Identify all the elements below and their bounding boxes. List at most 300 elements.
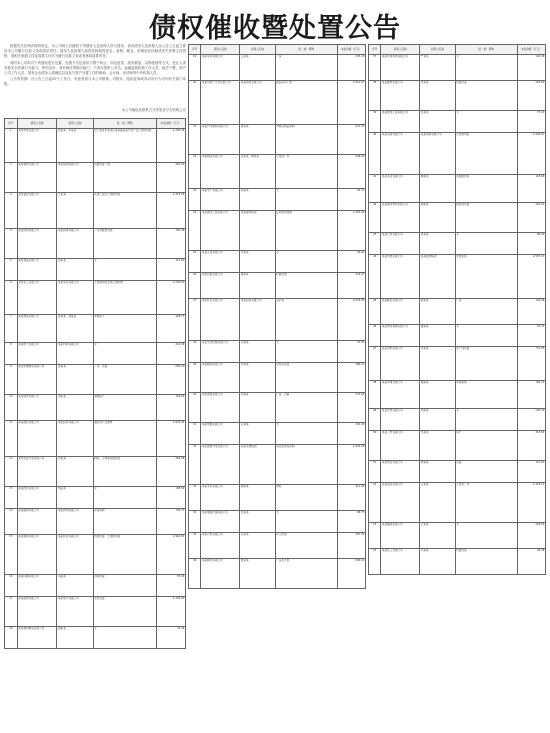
cell-debtor: 某某印刷有限公司 — [17, 575, 57, 597]
cell-debtor: 某某机械制造有限公司 — [17, 365, 57, 395]
cell-collateral: 机器设备一批 — [93, 163, 156, 193]
cell-debtor: 某某酿酒有限公司 — [381, 523, 420, 549]
table-row — [369, 55, 546, 81]
cell-collateral: 仓库及存货 — [275, 363, 337, 393]
cell-index: 3 — [5, 193, 18, 229]
cell-collateral: 机器设备 — [275, 273, 337, 299]
column-header: 本金余额（万元） — [337, 45, 365, 55]
cell-guarantor: 尤某某 — [240, 341, 275, 363]
table-row — [5, 315, 186, 343]
table-row — [189, 251, 366, 273]
cell-collateral: 机器设备 — [455, 81, 517, 111]
cell-debtor: 某某冶金有限公司 — [381, 133, 420, 175]
cell-debtor: 某某水产有限公司 — [201, 189, 240, 211]
cell-collateral: 发电机组 — [455, 255, 517, 299]
cell-debtor: 某某房地产开发有限公司 — [201, 81, 240, 125]
cell-guarantor: 赵某某 — [57, 259, 93, 281]
cell-collateral: 无 — [93, 487, 156, 509]
cell-guarantor: 施某某 — [240, 485, 275, 511]
cell-debtor: 某某日化有限公司 — [381, 233, 420, 255]
cell-collateral: 厂房及配套设施 — [93, 229, 156, 259]
cell-debtor: 某某商贸有限公司 — [17, 395, 57, 421]
cell-debtor: 某某陶瓷有限公司 — [201, 155, 240, 189]
table-row — [369, 381, 546, 409]
cell-guarantor: 谢某某 — [420, 325, 455, 347]
cell-principal: 307.52 — [337, 533, 365, 559]
debt-table — [188, 44, 366, 589]
table-row — [369, 431, 546, 461]
cell-collateral: 厂房 — [455, 299, 517, 325]
cell-guarantor: 杨某某 — [240, 189, 275, 211]
cell-debtor: 某某建材有限公司 — [17, 163, 57, 193]
cell-principal: 198.50 — [157, 487, 186, 509]
cell-collateral: 印刷设备 — [93, 575, 156, 597]
cell-guarantor: 喻某某 — [420, 381, 455, 409]
cell-collateral: 无 — [275, 341, 337, 363]
cell-guarantor: 某某纺织有限公司 — [57, 509, 93, 535]
cell-collateral: 位于某某市某某区某某路某某号房产及土地使用权 — [93, 129, 156, 163]
table-row — [189, 55, 366, 81]
cell-principal: 648.90 — [337, 155, 365, 189]
cell-collateral: 无 — [455, 409, 517, 431]
cell-debtor: 某某塑料制品有限公司 — [17, 627, 57, 649]
cell-debtor: 某某服饰有限公司 — [17, 509, 57, 535]
table-row — [189, 155, 366, 189]
cell-collateral: 酒店房产及装修 — [93, 421, 156, 457]
cell-index: 48 — [369, 381, 381, 409]
cell-guarantor: 邹某某 — [420, 347, 455, 381]
column-header: 序号 — [369, 45, 381, 55]
cell-guarantor: 某某能源集团 — [420, 255, 455, 299]
cell-principal: 265.80 — [517, 81, 545, 111]
table-row — [5, 535, 186, 575]
cell-index: 22 — [189, 155, 201, 189]
cell-index: 1 — [5, 129, 18, 163]
column-1 — [4, 44, 186, 649]
table-row — [369, 255, 546, 299]
cell-index: 38 — [369, 81, 381, 111]
cell-debtor: 某某玻璃有限公司 — [201, 393, 240, 423]
cell-debtor: 某某纸业有限公司 — [381, 461, 420, 483]
cell-collateral: 无 — [455, 55, 517, 81]
cell-guarantor: 章某某 — [420, 483, 455, 523]
cell-debtor: 某某建筑材料有限公司 — [381, 203, 420, 233]
cell-principal: 987.20 — [157, 163, 186, 193]
cell-guarantor: 某某文旅集团 — [240, 445, 275, 485]
cell-principal: 209.55 — [517, 523, 545, 549]
cell-index: 23 — [189, 189, 201, 211]
cell-guarantor: 孙某某 — [57, 365, 93, 395]
cell-collateral: 林权 — [275, 485, 337, 511]
debt-table — [4, 118, 186, 649]
cell-index: 45 — [369, 299, 381, 325]
cell-debtor: 某某制药有限公司 — [201, 559, 240, 589]
table-row — [189, 423, 366, 445]
cell-collateral: 土地及厂房 — [455, 483, 517, 523]
cell-index: 51 — [369, 461, 381, 483]
cell-guarantor: 蒋某某 — [240, 125, 275, 155]
cell-principal: 94.38 — [517, 549, 545, 575]
cell-index: 20 — [189, 81, 201, 125]
cell-principal: 356.92 — [157, 395, 186, 421]
cell-guarantor: 褚某某 — [57, 627, 93, 649]
table-row — [369, 409, 546, 431]
cell-index: 12 — [5, 457, 18, 487]
cell-index: 4 — [5, 229, 18, 259]
cell-guarantor: 沈某某、韩某某 — [240, 155, 275, 189]
cell-index: 25 — [189, 251, 201, 273]
cell-collateral: 土地使用权及地上建筑物 — [93, 281, 156, 315]
column-header: 担保人名称 — [240, 45, 275, 55]
cell-principal: 264.08 — [157, 457, 186, 487]
cell-guarantor: 朱某某 — [240, 251, 275, 273]
cell-principal: 1,287.44 — [337, 211, 365, 251]
table-row — [369, 133, 546, 175]
cell-guarantor: 陈某某、刘某某 — [57, 315, 93, 343]
cell-index: 34 — [189, 511, 201, 533]
cell-debtor: 某某环保科技有限公司 — [381, 55, 420, 81]
cell-collateral: 无 — [455, 523, 517, 549]
cell-principal: 402.31 — [517, 203, 545, 233]
cell-debtor: 某某工贸有限公司 — [381, 431, 420, 461]
cell-guarantor: 某某钢铁有限公司 — [420, 133, 455, 175]
table-row — [5, 193, 186, 229]
cell-collateral: 采矿权 — [275, 299, 337, 341]
cell-debtor: 某某能源有限公司 — [17, 597, 57, 627]
cell-debtor: 某某文化传媒有限公司 — [201, 341, 240, 363]
table-row — [5, 421, 186, 457]
table-row — [369, 523, 546, 549]
cell-guarantor: 吕某某 — [240, 423, 275, 445]
cell-index: 9 — [5, 365, 18, 395]
cell-debtor: 某某养殖有限公司 — [381, 381, 420, 409]
cell-principal: 1,645.28 — [337, 445, 365, 485]
column-header: 本金余额（万元） — [157, 119, 186, 129]
cell-index: 2 — [5, 163, 18, 193]
cell-collateral: 机器设备、土地使用权 — [93, 535, 156, 575]
cell-principal: 92.15 — [337, 189, 365, 211]
table-row — [5, 365, 186, 395]
table-header-row — [189, 45, 366, 55]
cell-debtor: 某某通信设备有限公司 — [201, 511, 240, 533]
cell-guarantor: 冯某某 — [57, 575, 93, 597]
table-row — [5, 259, 186, 281]
cell-principal: 47.83 — [337, 341, 365, 363]
cell-principal: 166.72 — [517, 381, 545, 409]
debt-table — [368, 44, 546, 575]
cell-debtor: 某某建设工程有限公司 — [201, 211, 240, 251]
cell-debtor: 某某鞋业有限公司 — [381, 299, 420, 325]
cell-principal: 826.14 — [337, 559, 365, 589]
cell-index: 31 — [189, 423, 201, 445]
cell-principal: 127.63 — [517, 461, 545, 483]
cell-guarantor: 某某电力有限公司 — [57, 597, 93, 627]
cell-principal: 87.26 — [157, 575, 186, 597]
cell-guarantor: 云某某 — [420, 523, 455, 549]
cell-principal: 86.90 — [517, 233, 545, 255]
cell-index: 47 — [369, 347, 381, 381]
cell-debtor: 某某五金有限公司 — [201, 251, 240, 273]
cell-guarantor: 吴某某 — [57, 457, 93, 487]
cell-collateral: 茶园经营权 — [455, 175, 517, 203]
table-row — [369, 549, 546, 575]
column-header: 抵（质）押物 — [93, 119, 156, 129]
cell-index: 43 — [369, 233, 381, 255]
column-header: 债务人名称 — [17, 119, 57, 129]
cell-index: 28 — [189, 341, 201, 363]
cell-guarantor: 孔某某 — [240, 533, 275, 559]
cell-guarantor: 某某控股有限公司 — [240, 81, 275, 125]
table-row — [369, 203, 546, 233]
cell-collateral: 房产 — [455, 431, 517, 461]
cell-principal: 233.18 — [337, 55, 365, 81]
column-header: 抵（质）押物 — [275, 45, 337, 55]
cell-principal: 389.12 — [337, 363, 365, 393]
cell-index: 39 — [369, 111, 381, 133]
cell-collateral: 厂房、设备 — [275, 393, 337, 423]
cell-debtor: 某某橡胶有限公司 — [381, 81, 420, 111]
cell-index: 7 — [5, 315, 18, 343]
column-2 — [188, 44, 366, 589]
cell-principal: 118.66 — [517, 175, 545, 203]
table-row — [189, 445, 366, 485]
cell-debtor: 某某装饰工程有限公司 — [381, 111, 420, 133]
cell-collateral: 土地使用权 — [455, 133, 517, 175]
cell-principal: 1,418.27 — [517, 483, 545, 523]
cell-guarantor: 某某投资有限公司 — [57, 421, 93, 457]
cell-collateral: 景区经营权质押 — [275, 445, 337, 485]
cell-debtor: 某某旅游开发有限公司 — [201, 445, 240, 485]
cell-debtor: 某某化工有限公司 — [17, 281, 57, 315]
cell-collateral: 无 — [455, 111, 517, 133]
cell-index: 54 — [369, 549, 381, 575]
column-header: 序号 — [189, 45, 201, 55]
cell-index: 46 — [369, 325, 381, 347]
table-row — [189, 363, 366, 393]
cell-index: 16 — [5, 575, 18, 597]
cell-principal: 318.84 — [517, 431, 545, 461]
cell-guarantor: 何某某 — [240, 393, 275, 423]
cell-index: 13 — [5, 487, 18, 509]
cell-index: 50 — [369, 431, 381, 461]
cell-principal: 683.10 — [157, 365, 186, 395]
table-row — [5, 627, 186, 649]
cell-principal: 163.40 — [337, 423, 365, 445]
cell-debtor: 某某石材有限公司 — [201, 533, 240, 559]
cell-index: 49 — [369, 409, 381, 431]
cell-principal: 2,964.81 — [157, 535, 186, 575]
cell-guarantor: 某某集团有限公司 — [57, 163, 93, 193]
cell-guarantor: 卫某某 — [240, 55, 275, 81]
cell-guarantor: 秦某某 — [240, 273, 275, 299]
cell-debtor: 某某钢铁有限公司 — [17, 535, 57, 575]
cell-debtor: 某某医药有限公司 — [17, 487, 57, 509]
table-row — [369, 233, 546, 255]
table-row — [369, 483, 546, 523]
cell-index: 5 — [5, 259, 18, 281]
cell-debtor: 某某造纸有限公司 — [381, 347, 420, 381]
cell-principal: 219.36 — [157, 343, 186, 365]
cell-collateral: 生产线设备 — [455, 347, 517, 381]
cell-index: 30 — [189, 393, 201, 423]
cell-debtor: 某某汽车销售有限公司 — [201, 125, 240, 155]
cell-guarantor: 某某科技有限公司 — [57, 343, 93, 365]
page-title: 债权催收暨处置公告 — [149, 13, 401, 44]
cell-index: 53 — [369, 523, 381, 549]
table-header-row — [369, 45, 546, 55]
cell-principal: 731.05 — [517, 347, 545, 381]
column-header: 本金余额（万元） — [517, 45, 545, 55]
intro-paragraph: 同时本公司拟对下列债权进行处置，处置方式包括但不限于转让、诉讼追偿、债务重组、以物抵债等方式。受让人须具备完全民事行为能力，资信良好，具有相应的购买能力；不得为国家公务员、金融监管机构工作人员、政法干警、资产公司工作人员、国有企业债务人管理层以及参与资产处置工作的律师、会计师、评估师等中介机构人员。 — [4, 60, 186, 76]
table-row — [5, 281, 186, 315]
cell-guarantor: 周某某 — [57, 395, 93, 421]
cell-debtor: 某某纺织有限公司 — [17, 229, 57, 259]
table-row — [189, 533, 366, 559]
cell-collateral: 矿山设备 — [275, 533, 337, 559]
cell-index: 42 — [369, 203, 381, 233]
cell-collateral: 厂房 — [275, 55, 337, 81]
cell-principal: 3,412.67 — [337, 81, 365, 125]
cell-index: 6 — [5, 281, 18, 315]
cell-guarantor: 王某某 — [57, 193, 93, 229]
cell-guarantor: 戚某某 — [420, 299, 455, 325]
cell-collateral: 无 — [93, 343, 156, 365]
cell-guarantor: 某某投资有限公司 — [240, 299, 275, 341]
cell-guarantor: 曹某某 — [240, 559, 275, 589]
cell-collateral: 无 — [275, 511, 337, 533]
cell-guarantor: 某某担保有限公司 — [57, 229, 93, 259]
intro-text — [4, 44, 186, 106]
table-row — [189, 273, 366, 299]
cell-index: 52 — [369, 483, 381, 523]
cell-principal: 211.09 — [337, 485, 365, 511]
cell-collateral: 车辆合格证质押 — [275, 125, 337, 155]
cell-index: 41 — [369, 175, 381, 203]
cell-index: 37 — [369, 55, 381, 81]
cell-principal: 2,587.13 — [517, 255, 545, 299]
cell-principal: 765.48 — [157, 229, 186, 259]
cell-collateral: 无 — [275, 189, 337, 211]
cell-guarantor: 陶某某 — [420, 203, 455, 233]
cell-principal: 312.60 — [157, 259, 186, 281]
cell-principal: 76.42 — [157, 627, 186, 649]
cell-index: 40 — [369, 133, 381, 175]
intro-paragraph: 根据有关法律法规的规定，本公司现公告催收下列债务人及担保人所欠债务，请各债务人及担保人从公告之日起立即向本公司履行还款义务或清偿责任。债务人及担保人如因各种原因更名、改制、歇业、吊销营业执照或丧失民事主体资格，请相关承债主体及清算主体代为履行还款义务或者承担清算责任。 — [4, 44, 186, 59]
column-header: 担保人名称 — [420, 45, 455, 55]
cell-debtor: 某某电子有限公司 — [17, 343, 57, 365]
cell-guarantor: 郑某某 — [57, 487, 93, 509]
cell-principal: 73.29 — [517, 111, 545, 133]
cell-guarantor: 许某某 — [240, 363, 275, 393]
signature: 本公司地址及联系方式详见各分支机构公告 — [121, 108, 186, 112]
cell-collateral: 商铺房产 — [93, 395, 156, 421]
cell-principal: 245.19 — [517, 409, 545, 431]
cell-collateral: 商品房若干套 — [275, 81, 337, 125]
cell-debtor: 某某木业有限公司 — [201, 485, 240, 511]
column-3 — [368, 44, 546, 575]
cell-collateral: 应收账款质押 — [275, 211, 337, 251]
cell-principal: 521.33 — [337, 125, 365, 155]
column-header: 债务人名称 — [201, 45, 240, 55]
column-header: 债务人名称 — [381, 45, 420, 55]
cell-collateral: 车辆若干 — [93, 315, 156, 343]
table-row — [5, 597, 186, 627]
cell-collateral: 无 — [455, 233, 517, 255]
cell-guarantor: 华某某 — [420, 81, 455, 111]
cell-guarantor: 苏某某 — [420, 549, 455, 575]
intro-paragraph: 公告有效期：自公告之日起20个工作日。有意者请与本公司联系。对排斥、阻挠征询或异议的行为可向有关部门举报。 — [4, 77, 186, 87]
cell-debtor: 某某铝业有限公司 — [381, 483, 420, 523]
cell-collateral: 设备 — [455, 461, 517, 483]
cell-debtor: 某某物流有限公司 — [17, 315, 57, 343]
table-row — [5, 487, 186, 509]
cell-index: 33 — [189, 485, 201, 511]
table-row — [189, 485, 366, 511]
table-row — [369, 325, 546, 347]
cell-index: 11 — [5, 421, 18, 457]
cell-collateral: 土地及厂房 — [275, 155, 337, 189]
table-row — [369, 111, 546, 133]
cell-collateral: 搅拌站设备 — [455, 203, 517, 233]
cell-guarantor: 水某某 — [420, 431, 455, 461]
cell-collateral: 无 — [455, 325, 517, 347]
table-row — [189, 211, 366, 251]
cell-debtor: 某某粮油有限公司 — [201, 363, 240, 393]
table-row — [369, 461, 546, 483]
cell-index: 24 — [189, 211, 201, 251]
cell-principal: 2,318.05 — [157, 193, 186, 229]
cell-collateral: 无 — [93, 627, 156, 649]
cell-principal: 428.77 — [157, 315, 186, 343]
cell-principal: 1,103.90 — [157, 597, 186, 627]
table-row — [5, 343, 186, 365]
cell-index: 10 — [5, 395, 18, 421]
cell-index: 35 — [189, 533, 201, 559]
table-header-row — [5, 119, 186, 129]
cell-debtor: 某某光电有限公司 — [381, 409, 420, 431]
cell-principal: 98.75 — [337, 511, 365, 533]
cell-debtor: 某某贸易有限公司 — [17, 129, 57, 163]
table-row — [369, 299, 546, 325]
table-row — [5, 395, 186, 421]
table-row — [5, 509, 186, 535]
cell-principal: 142.36 — [517, 55, 545, 81]
cell-guarantor: 某某实业有限公司 — [57, 281, 93, 315]
table-row — [189, 393, 366, 423]
cell-guarantor: 窦某某 — [420, 461, 455, 483]
cell-collateral: 林权、土地承包经营权 — [93, 457, 156, 487]
table-row — [369, 175, 546, 203]
cell-principal: 58.60 — [337, 251, 365, 273]
table-row — [189, 189, 366, 211]
column-header: 序号 — [5, 119, 18, 129]
cell-guarantor: 某某矿业有限公司 — [57, 535, 93, 575]
cell-guarantor: 严某某 — [420, 55, 455, 81]
cell-index: 29 — [189, 363, 201, 393]
cell-collateral: 无 — [275, 251, 337, 273]
cell-index: 26 — [189, 273, 201, 299]
table-row — [189, 511, 366, 533]
cell-collateral: 机器设备 — [455, 549, 517, 575]
cell-collateral: 无 — [93, 259, 156, 281]
table-row — [5, 163, 186, 193]
cell-guarantor: 张某某、李某某 — [57, 129, 93, 163]
cell-index: 44 — [369, 255, 381, 299]
cell-guarantor: 某某建筑集团 — [240, 211, 275, 251]
cell-debtor: 某某酒店有限公司 — [17, 421, 57, 457]
cell-debtor: 某某包装有限公司 — [201, 273, 240, 299]
cell-principal: 1,934.57 — [517, 133, 545, 175]
